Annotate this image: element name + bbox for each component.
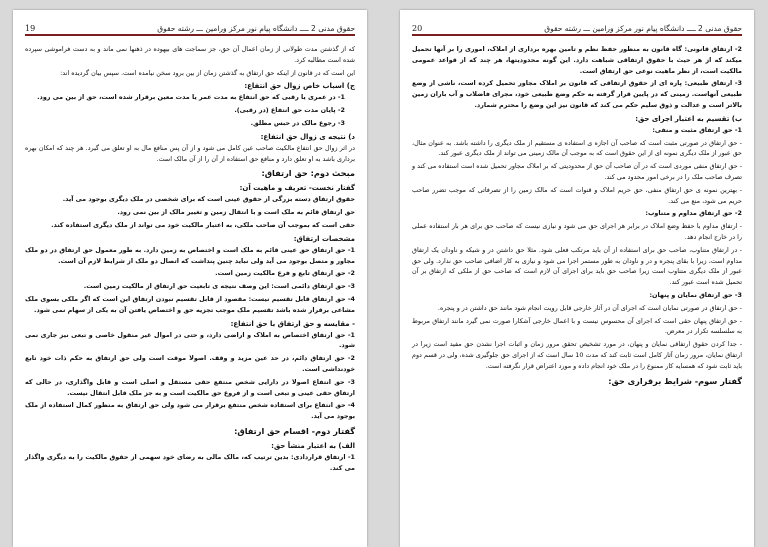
paragraph: 2- حق ارتفاق تابع و فرع مالکیت زمین است. (215, 269, 355, 278)
paragraph: 1- در عمری یا رقبی که حق انتفاع به مدت عمر یا مدت معین برقرار شده است، حق از بین می رود. (37, 93, 345, 102)
header-title: حقوق مدنی 2 ــــ دانشگاه پیام نور مرکز ورامین ـــ رشته حقوق (157, 24, 355, 33)
paragraph: 2- ارتفاق قانونی: گاه قانون به منظور حفظ نظم و تامین بهره برداری از املاک، اموری را بر آنها تحمیل میکند که از هر حیث با حقوق ارتفاقی شباهت دارد. این گونه محدودیتها، هر چند که از قواعد عمومی مالکیت است، از نظر ماهیت نوعی حق ارتفاق است. (412, 45, 742, 75)
paragraph: 1- حق ارتفاق حق عینی قائم به ملک است و اختصاص به زمین دارد. به طور معمول حق ارتفاق در دو ملک مجاور و متصل بوجود می آید ولی نباید چنین پنداشت که اتصال دو ملک از شرایط لازم آن است. (25, 245, 355, 265)
section-heading: گفتار دوم- اقسام حق ارتفاق: (234, 425, 355, 436)
page-header (412, 20, 742, 36)
paragraph: 2- پایان مدت حق انتفاع (در رقبی). (234, 106, 345, 115)
paragraph: 3- حق ارتفاق دائمی است: این وصف نتیجه ی تابعیت حق ارتفاق از مالکیت زمین است. (83, 282, 355, 291)
paragraph: 2- حق ارتفاق دائم، در حد عین مزید و وقف. اصولا موقت است ولی حق ارتفاق به حکم ذات خود تابع خودنداشی است. (25, 354, 355, 373)
section-heading: ب) تقسیم به اعتبار اجرای حق: (635, 114, 742, 123)
paragraph: حقوق ارتفاق دسته بزرگی از حقوق عینی است که برای شخصی در ملک دیگری بوجود می آید. (62, 195, 355, 204)
paragraph: - در ارتفاق متناوب، صاحب حق برای استفاده از آن باید مرتکب فعلی شود. مثلا حق داشتن در و شیکه و ناودان یک ارتفاق مداوم است، زیرا با بقای پنجره و در و ناودان به طور مستمر اجرا می شود و نیازی به کار اضافی صاحب حق ندارد. ولی حق عبور از ملک دیگری متناوب است زیرا صاحب حق باید برای اجرای آن لازم است که صاحب حق از ملکی که ارتفاق بر آن تحمیل شده است عبور کند. (412, 245, 742, 287)
paragraph: 3- حق انتفاع اصولا در دارایی شخص منتفع حقی مستقل و اصلی است و قابل واگذاری، در حالی که ارتفاق حقی عینی و تبعی است و از فروع حق مالکیت است و به جز ملک قابل انتقال نیست. (25, 377, 355, 397)
paragraph: 3- حق ارتفاق نمایان و پنهان: (649, 290, 742, 299)
paragraph: که از گذشتن مدت طولانی از زمان اعمال آن حق، جز سماجت های بیهوده در ذهنها نمی ماند و به دست فراموشی سپرده شده است مطالبه کرد. (25, 45, 355, 64)
paragraph: - حق ارتفاق پنهان حقی است که اجرای آن محسوس نیست و با اعمال خارجی آشکارا صورت نمی گیرد مانند ارتفاق مربوط به سلسلسه تکرار در معرض. (412, 316, 742, 336)
paragraph: این است که در قانون از اینکه حق ارتفاق به گذشتن زمان از بین برود سخن نیامده است. سپس بیان گردیده اند: (60, 68, 355, 77)
paragraph: 3- ارتفاق طبیعی: پاره ای از حقوق ارتفاقی که قانون بر املاک مجاور تحمیل کرده است، ناشی از وضع طبیعی آنهاست. زمینی که در پایین قرار گرفته به حکم وضع طبیعی خود، مجرای فاضلاب و آب باران زمین بالاتر است و عدالت و ذوق سلیم حکم می کند که قانون نیز این وضع را محترم شمارد. (412, 79, 742, 109)
page-number: 20 (412, 24, 423, 33)
paragraph: 1- حق ارتفاق اختصاص به املاک و اراضی دارد، و حتی در اموال غیر منقول خاصی و تبعی نیز جاری نمی شود. (25, 330, 355, 350)
paragraph: 2- حق ارتفاق مداوم و متناوب: (645, 209, 742, 218)
paragraph: 3- رجوع مالک در حبس مطلق. (250, 118, 345, 127)
section-heading: - مقایسه و حق ارتفاق با حق انتفاع: (230, 319, 355, 328)
page-number: 19 (25, 24, 36, 33)
paragraph: 4- حق ارتفاق قابل تقسیم نیست: مقصود از قابل تقسیم نبودن ارتفاق این است که اگر ملکی بسوی ملک مشاعی برقرار شده باشد تقسیم ملک موجب تجزیه حق و اختصاص یافتن آن به یکی از سهام نمی شود. (25, 294, 355, 314)
paragraph: حق ارتفاق قائم به ملک است و با انتقال زمین و تغییر مالک از بین نمی رود. (117, 208, 355, 217)
section-heading: مبحث دوم: حق ارتفاق: (261, 168, 355, 179)
paragraph: 1- ارتفاق قراردادی: بدین ترتیب که، مالک مالی به رضای خود سهمی از حقوق مالکیت را به دیگری واگذار می کند. (25, 452, 355, 472)
page-body (412, 44, 742, 541)
section-heading: مشخصات ارتفاق: (293, 234, 355, 243)
paragraph: - حق ارتفاق در صورتی مثبت است که صاحب آن اجازه ی استفاده ی مستقیم از ملک دیگری را داشته باشد. به عنوان مثال، حق عبور از ملک دیگری نمونه ای از این حقوق است که به موجب آن مالک زمینی می تواند از ملک دیگری عبور کند. (412, 138, 742, 158)
paragraph: 4- حق انتفاع برای استفاده شخص منتفع برقرار می شود ولی حق ارتفاق به منظور کمال استفاده از ملک بوجود می آید. (25, 401, 355, 421)
paragraph: - ارتفاق مداوم با حفظ وضع املاک در برابر هر اجرای حق می شود و نیازی نیست که صاحب حق برای هر بار استفاده عملی را در خارج انجام دهد. (412, 222, 742, 241)
section-heading: گفتار نخست- تعریف و ماهیت آن: (239, 184, 355, 193)
page-body (25, 44, 355, 541)
section-heading: ج) اسباب خاص زوال حق انتفاع: (244, 82, 355, 91)
paragraph: - حق ارتفاق منفی موردی است که در آن صاحب آن حق از محدودیتی که بر املاک مجاور تحمیل شده است استفاده می کند و تصرف صاحب ملک را در برخی امور محدود می کند. (412, 162, 742, 181)
page-header (25, 20, 355, 36)
paragraph: - حق ارتفاق در صورتی نمایان است که اجرای آن در آثار خارجی قابل رویت انجام شود مانند حق داشتن در و پنجره. (437, 303, 742, 312)
header-title: حقوق مدنی 2 ــــ دانشگاه پیام نور مرکز ورامین ـــ رشته حقوق (544, 24, 742, 33)
paragraph: حقی است که بموجب آن صاحب ملکی، به اعتبار مالکیت خود می تواند از ملک دیگری استفاده کند. (51, 220, 355, 229)
section-heading: گفتار سوم- شرایط برقراری حق: (608, 375, 742, 386)
paragraph: - جدا کردن حقوق ارتفاقی نمایان و پنهان، در مورد تشخیص تحقق مرور زمان و اثبات اجرا نشدن حق مفید است زیرا در ارتفاق نمایان، مرور زمان آثار کامل است ثابت کند که مدت 10 سال است که از اجرای حق جلوگیری شده، ولی در قسم دوم باید ثابت شود که همسایه کار ممنوع را در ملک خود انجام داده و مورد اعتراض قرار نگرفته است. (412, 340, 742, 370)
paragraph: - بهترین نمونه ی حق ارتفاق منفی، حق حریم املاک و قنوات است که مالک زمین را از تصرفاتی که موجب تضرر صاحب حریم می شود، منع می کند. (412, 185, 742, 205)
paragraph: 1- حق ارتفاق مثبت و منفی: (652, 125, 742, 134)
section-heading: د) نتیجه ی زوال حق انتفاع: (260, 132, 355, 141)
paragraph: در اثر زوال حق انتفاع مالکیت صاحب عین کامل می شود و از آن پس منافع مال به او تعلق می گیرد. هر چند که امکان بهره برداری باشد به او تعلق دارد و منافع حق استفاده از آن را از آن مالک است. (25, 143, 355, 163)
page-left (13, 10, 367, 547)
section-heading: الف) به اعتبار منشأ حق: (271, 441, 355, 450)
page-right (400, 10, 754, 547)
